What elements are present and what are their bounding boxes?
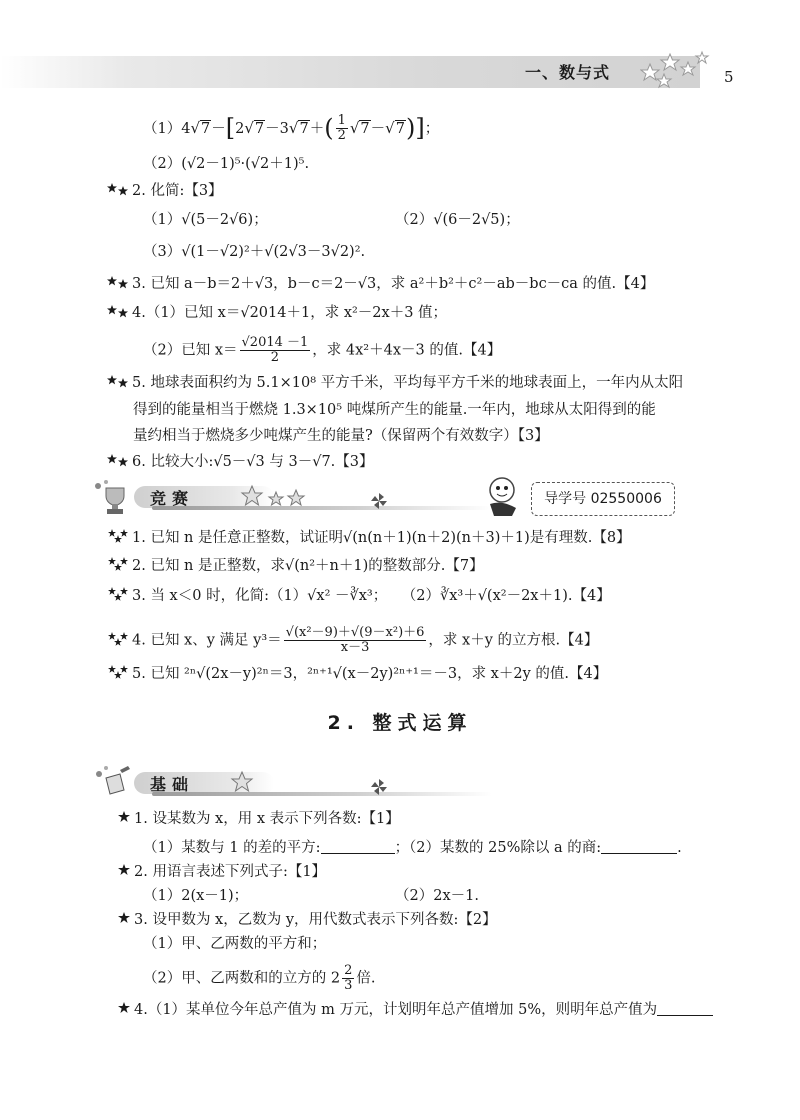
basic-q1-end: . <box>677 840 682 856</box>
basic-question-2-text: 2. 用语言表述下列式子:【1】 <box>134 864 327 880</box>
basic-question-1-parts <box>143 838 682 858</box>
three-stars-icon <box>107 632 129 646</box>
question-2-part-1: （1）√(5－2√6)； <box>143 212 268 228</box>
c4-fraction-denominator: x－3 <box>340 640 370 655</box>
question-5-text-1: 5. 地球表面积约为 5.1×10⁸ 平方千米，平均每平方千米的地球表面上，一年内从太阳 <box>132 375 684 391</box>
answer-blank-1[interactable] <box>321 839 395 854</box>
contest-question-4 <box>107 626 598 655</box>
pinwheel-icon <box>370 778 388 796</box>
contest-question-1-text: 1. 已知 n 是任意正整数，试证明√(n(n＋1)(n＋2)(n＋3)＋1)是有理数.【8】 <box>132 530 631 546</box>
question-3 <box>107 274 654 294</box>
basic-q3-part-2-tail: 倍. <box>356 970 376 987</box>
question-2 <box>107 181 223 201</box>
contest-banner <box>92 478 502 518</box>
question-4-part-1-text: 4.（1）已知 x＝√2014＋1，求 x²－2x＋3 值； <box>132 305 448 321</box>
contest-question-2-text: 2. 已知 n 是正整数，求√(n²＋n＋1)的整数部分.【7】 <box>132 558 484 574</box>
question-5-line-2: 得到的能量相当于燃烧 1.3×10⁵ 吨煤所产生的能量.一年内，地球从太阳得到的能 <box>133 402 656 418</box>
banner-star-icon <box>230 770 254 794</box>
three-stars-icon <box>107 529 129 543</box>
contest-question-2 <box>107 556 484 576</box>
section-title: 2. 整式运算 <box>327 712 473 734</box>
contest-question-3-text: 3. 当 x＜0 时，化简:（1）√x² －∛x³； （2）∛x³＋√(x²－2x＋1).【4】 <box>132 588 611 604</box>
exercise-line-2: （2）(√2－1)⁵·(√2＋1)⁵. <box>143 156 310 172</box>
header-stars-icon <box>640 44 720 94</box>
basic-q1-part-1: （1）某数与 1 的差的平方: <box>143 840 321 856</box>
c4-fraction-numerator: √(x²－9)＋√(9－x²)＋6 <box>285 625 425 640</box>
question-4-part-2 <box>143 336 501 365</box>
exercise-line-1: （1）4√7－[2√7－3√7＋( $\frac{1}{2}$ √7－√7)]； <box>143 113 440 143</box>
question-3-text: 3. 已知 a－b＝2＋√3，b－c＝2－√3，求 a²＋b²＋c²－ab－bc－ca 的值.【4】 <box>132 276 655 292</box>
basic-banner-title: 基础 <box>150 775 195 794</box>
question-4-part-1 <box>107 303 447 323</box>
one-star-icon <box>118 864 130 876</box>
contest-question-5-text: 5. 已知 ²ⁿ√(2x－y)²ⁿ＝3，²ⁿ⁺¹√(x－2y)²ⁿ⁺¹＝－3，求 x＋2y 的值.【4】 <box>132 666 608 682</box>
basic-question-4-text: 4.（1）某单位今年总产值为 m 万元，计划明年总产值增加 5%，则明年总产值为 <box>134 1002 658 1018</box>
question-6-text: 6. 比较大小:√5－√3 与 3－√7.【3】 <box>132 454 374 470</box>
basic-question-4 <box>118 1000 713 1020</box>
trophy-icon <box>92 478 136 518</box>
banner-stars-icon <box>240 484 310 508</box>
guide-number-box: 导学号 02550006 <box>531 482 675 516</box>
one-star-icon <box>118 1002 130 1014</box>
question-2-part-2: （2）√(6－2√5)； <box>395 212 520 228</box>
basic-q3-part-2-lead: （2）甲、乙两数和的立方的 2 <box>143 970 341 987</box>
two-stars-icon <box>107 275 129 289</box>
question-2-part-3: （3）√(1－√2)²＋√(2√3－3√2)². <box>143 244 366 260</box>
basic-question-3-part-1: （1）甲、乙两数的平方和； <box>143 936 327 952</box>
three-stars-icon <box>107 587 129 601</box>
b3-fraction-numerator: 2 <box>344 963 353 978</box>
question-6 <box>107 452 374 472</box>
basic-question-3-text: 3. 设甲数为 x，乙数为 y，用代数式表示下列各数:【2】 <box>134 912 497 928</box>
mascot-icon <box>480 474 530 518</box>
basic-q1-part-2: ；（2）某数的 25%除以 a 的商: <box>394 840 602 856</box>
two-stars-icon <box>107 304 129 318</box>
contest-question-5 <box>107 664 607 684</box>
basic-question-1 <box>118 809 400 829</box>
book-pencil-icon <box>94 764 138 804</box>
page-number: 5 <box>724 68 734 86</box>
two-stars-icon <box>107 453 129 467</box>
contest-banner-tail <box>152 506 492 510</box>
three-stars-icon <box>107 665 129 679</box>
basic-question-3 <box>118 910 497 930</box>
basic-question-2 <box>118 862 326 882</box>
two-stars-icon <box>107 374 129 388</box>
basic-banner-tail <box>152 792 492 796</box>
answer-blank-3[interactable] <box>657 1001 713 1016</box>
chapter-title: 一、数与式 <box>524 63 610 82</box>
contest-question-1 <box>107 528 631 548</box>
question-5-line-1 <box>107 373 683 393</box>
question-4-part-2-lead: （2）已知 x＝ <box>143 342 238 359</box>
three-stars-icon <box>107 557 129 571</box>
question-4-part-2-tail: ，求 4x²＋4x－3 的值.【4】 <box>312 342 502 359</box>
question-2-text: 2. 化简:【3】 <box>132 183 223 199</box>
question-5-line-3: 量约相当于燃烧多少吨煤产生的能量?（保留两个有效数字）【3】 <box>133 428 549 444</box>
two-stars-icon <box>107 182 129 196</box>
answer-blank-2[interactable] <box>601 839 677 854</box>
basic-question-1-text: 1. 设某数为 x，用 x 表示下列各数:【1】 <box>134 811 400 827</box>
one-star-icon <box>118 912 130 924</box>
q4-fraction-denominator: 2 <box>270 350 280 365</box>
basic-question-2-part-1: （1）2(x－1)； <box>143 888 249 904</box>
pinwheel-icon <box>370 492 388 510</box>
basic-question-3-part-2 <box>143 964 375 993</box>
contest-question-3 <box>107 586 611 606</box>
contest-question-4-lead: 4. 已知 x、y 满足 y³＝ <box>132 632 282 649</box>
contest-banner-title: 竞赛 <box>150 489 195 508</box>
contest-question-4-tail: ，求 x＋y 的立方根.【4】 <box>428 632 599 649</box>
basic-banner <box>92 764 502 804</box>
basic-question-2-part-2: （2）2x－1. <box>395 888 479 904</box>
q4-fraction-numerator: √2014 －1 <box>241 335 309 350</box>
b3-fraction-denominator: 3 <box>344 978 353 993</box>
one-star-icon <box>118 811 130 823</box>
